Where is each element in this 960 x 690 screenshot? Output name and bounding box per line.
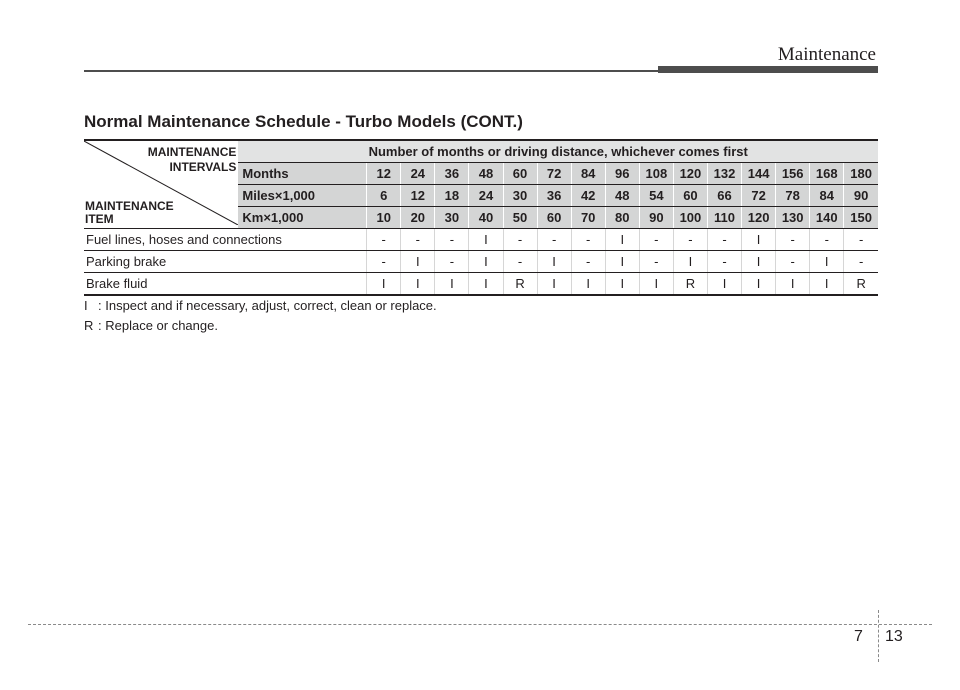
page-title: Normal Maintenance Schedule - Turbo Models (CONT.)	[84, 112, 523, 131]
section-title: Maintenance	[777, 44, 876, 65]
maintenance-action-cell: -	[776, 229, 810, 251]
legend-key: I	[84, 298, 88, 313]
interval-cell: 40	[469, 207, 503, 229]
interval-cell: 30	[435, 207, 469, 229]
page-number: 13	[885, 628, 903, 645]
maintenance-action-cell: R	[503, 273, 537, 296]
interval-cell: 48	[469, 163, 503, 185]
maintenance-action-cell: I	[537, 273, 571, 296]
maintenance-action-cell: I	[707, 273, 741, 296]
maintenance-schedule-table	[84, 139, 878, 296]
corner-item-label	[85, 200, 174, 226]
interval-cell: 180	[844, 163, 878, 185]
maintenance-action-cell: I	[673, 251, 707, 273]
maintenance-item-name: Fuel lines, hoses and connections	[84, 229, 367, 251]
maintenance-action-cell: I	[469, 273, 503, 296]
maintenance-action-cell: -	[367, 251, 401, 273]
interval-cell: 120	[742, 207, 776, 229]
maintenance-action-cell: -	[503, 229, 537, 251]
maintenance-action-cell: -	[707, 251, 741, 273]
header-rule-thin	[84, 70, 684, 72]
interval-cell: 150	[844, 207, 878, 229]
interval-cell: 60	[503, 163, 537, 185]
interval-cell: 90	[844, 185, 878, 207]
interval-cell: 70	[571, 207, 605, 229]
chapter-number: 7	[854, 628, 863, 645]
interval-cell: 100	[673, 207, 707, 229]
maintenance-action-cell: -	[503, 251, 537, 273]
maintenance-action-cell: I	[605, 251, 639, 273]
maintenance-action-cell: -	[367, 229, 401, 251]
maintenance-action-cell: I	[605, 229, 639, 251]
maintenance-action-cell: -	[810, 229, 844, 251]
interval-row-label: Months	[238, 163, 366, 185]
interval-span-header: Number of months or driving distance, whichever comes first	[238, 140, 878, 163]
interval-cell: 60	[673, 185, 707, 207]
maintenance-action-cell: -	[707, 229, 741, 251]
interval-cell: 96	[605, 163, 639, 185]
interval-cell: 130	[776, 207, 810, 229]
interval-cell: 84	[571, 163, 605, 185]
interval-cell: 12	[367, 163, 401, 185]
interval-row-label: Km×1,000	[238, 207, 366, 229]
maintenance-action-cell: I	[742, 251, 776, 273]
footer-dashed-rule	[28, 624, 932, 625]
maintenance-action-cell: -	[401, 229, 435, 251]
maintenance-action-cell: I	[367, 273, 401, 296]
interval-cell: 42	[571, 185, 605, 207]
interval-cell: 36	[435, 163, 469, 185]
interval-cell: 66	[707, 185, 741, 207]
interval-cell: 12	[401, 185, 435, 207]
footer-dashed-divider	[878, 610, 879, 662]
header-rule-thick	[658, 66, 878, 73]
maintenance-action-cell: I	[742, 229, 776, 251]
maintenance-action-cell: I	[742, 273, 776, 296]
maintenance-action-cell: -	[639, 251, 673, 273]
corner-intervals-label	[148, 145, 237, 175]
maintenance-action-cell: I	[537, 251, 571, 273]
maintenance-action-cell: -	[639, 229, 673, 251]
interval-cell: 72	[742, 185, 776, 207]
maintenance-action-cell: -	[537, 229, 571, 251]
maintenance-action-cell: R	[844, 273, 878, 296]
interval-cell: 6	[367, 185, 401, 207]
maintenance-action-cell: I	[401, 273, 435, 296]
corner-bottom-line-2: ITEM	[85, 212, 114, 226]
interval-cell: 18	[435, 185, 469, 207]
interval-cell: 156	[776, 163, 810, 185]
interval-cell: 48	[605, 185, 639, 207]
maintenance-action-cell: I	[401, 251, 435, 273]
legend-text: : Replace or change.	[98, 318, 218, 333]
corner-top-line-2: INTERVALS	[169, 160, 237, 174]
table-row	[84, 229, 878, 251]
maintenance-action-cell: R	[673, 273, 707, 296]
maintenance-action-cell: -	[844, 229, 878, 251]
corner-bottom-line-1: MAINTENANCE	[85, 199, 174, 213]
maintenance-action-cell: I	[605, 273, 639, 296]
maintenance-action-cell: I	[810, 273, 844, 296]
maintenance-action-cell: I	[435, 273, 469, 296]
interval-cell: 30	[503, 185, 537, 207]
span-header-row	[84, 140, 878, 163]
legend-item-inspect	[84, 298, 437, 313]
interval-cell: 54	[639, 185, 673, 207]
maintenance-item-name: Brake fluid	[84, 273, 367, 296]
maintenance-action-cell: -	[571, 251, 605, 273]
legend-item-replace	[84, 318, 218, 333]
maintenance-action-cell: I	[776, 273, 810, 296]
interval-cell: 144	[742, 163, 776, 185]
interval-cell: 132	[707, 163, 741, 185]
interval-cell: 36	[537, 185, 571, 207]
interval-cell: 24	[469, 185, 503, 207]
interval-cell: 10	[367, 207, 401, 229]
maintenance-action-cell: I	[810, 251, 844, 273]
interval-cell: 60	[537, 207, 571, 229]
maintenance-action-cell: I	[639, 273, 673, 296]
maintenance-item-name: Parking brake	[84, 251, 367, 273]
interval-cell: 80	[605, 207, 639, 229]
interval-cell: 78	[776, 185, 810, 207]
maintenance-action-cell: I	[469, 229, 503, 251]
table-corner-header	[84, 140, 238, 229]
interval-row-label: Miles×1,000	[238, 185, 366, 207]
interval-cell: 108	[639, 163, 673, 185]
interval-cell: 24	[401, 163, 435, 185]
maintenance-action-cell: -	[571, 229, 605, 251]
interval-cell: 110	[707, 207, 741, 229]
interval-cell: 84	[810, 185, 844, 207]
interval-cell: 50	[503, 207, 537, 229]
corner-top-line-1: MAINTENANCE	[147, 145, 237, 159]
maintenance-action-cell: I	[469, 251, 503, 273]
interval-cell: 120	[673, 163, 707, 185]
interval-cell: 140	[810, 207, 844, 229]
table-row	[84, 273, 878, 296]
table-row	[84, 251, 878, 273]
interval-cell: 72	[537, 163, 571, 185]
maintenance-action-cell: -	[776, 251, 810, 273]
maintenance-action-cell: -	[844, 251, 878, 273]
legend-key: R	[84, 318, 94, 333]
interval-cell: 168	[810, 163, 844, 185]
maintenance-action-cell: I	[571, 273, 605, 296]
legend-text: : Inspect and if necessary, adjust, correct, clean or replace.	[98, 298, 437, 313]
maintenance-action-cell: -	[673, 229, 707, 251]
maintenance-action-cell: -	[435, 229, 469, 251]
maintenance-action-cell: -	[435, 251, 469, 273]
interval-cell: 90	[639, 207, 673, 229]
interval-cell: 20	[401, 207, 435, 229]
